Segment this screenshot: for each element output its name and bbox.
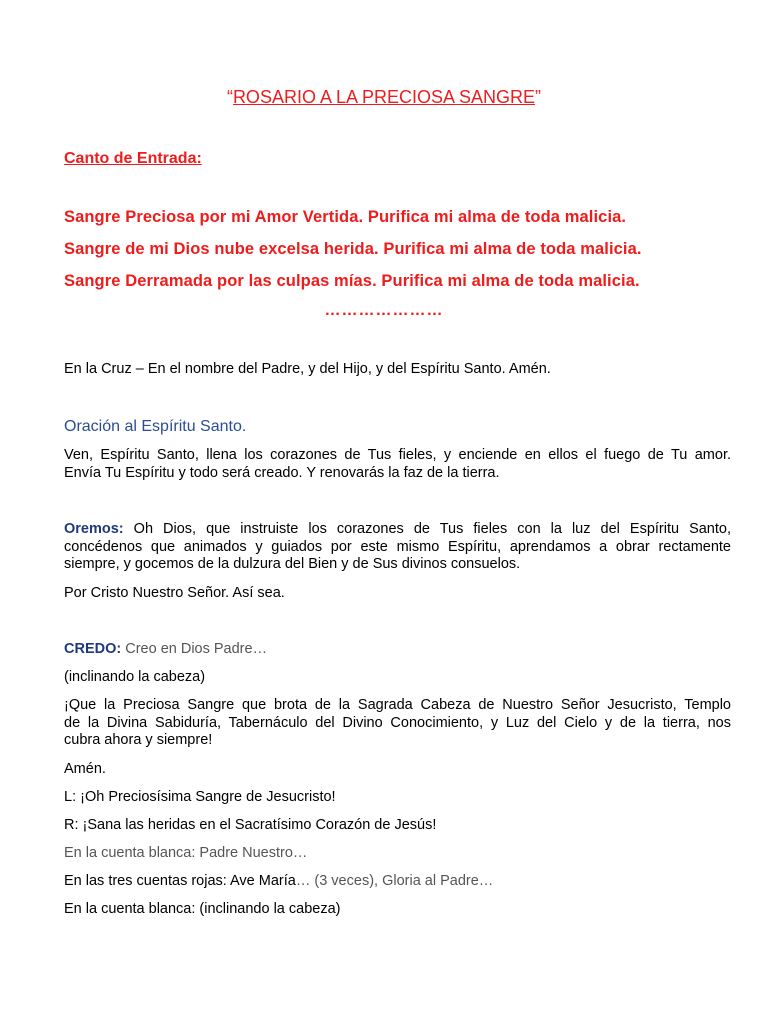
- preciosa-paragraph: [64, 697, 731, 750]
- canto-separator: …………………: [324, 302, 444, 319]
- inclinando-line: (inclinando la cabeza): [64, 669, 206, 685]
- tres-cuentas-line: [64, 872, 493, 890]
- oremos-line-3: siempre, y gocemos de la dulzura del Bien y de Sus divinos consuelos.: [64, 556, 521, 572]
- oremos-line-2: concédenos que animados y guiados por este mismo Espíritu, aprendamos a obrar rectamente: [64, 538, 731, 555]
- canto-verse-2: Sangre de mi Dios nube excelsa herida. Purifica mi alma de toda malicia.: [64, 240, 642, 258]
- cuenta-blanca-line-1: En la cuenta blanca: Padre Nuestro…: [64, 845, 308, 861]
- canto-verse-3: Sangre Derramada por las culpas mías. Purifica mi alma de toda malicia.: [64, 272, 640, 290]
- cuenta-blanca-line-2: En la cuenta blanca: (inclinando la cabeza): [64, 901, 341, 917]
- leader-line: L: ¡Oh Preciosísima Sangre de Jesucristo!: [64, 789, 336, 805]
- oremos-paragraph: [64, 521, 731, 574]
- tres-cuentas-prefix: En las tres cuentas rojas: Ave María: [64, 873, 296, 889]
- preciosa-line-3: cubra ahora y siempre!: [64, 732, 213, 748]
- oremos-label: Oremos:: [64, 521, 124, 537]
- oracion-paragraph: [64, 447, 731, 482]
- canto-verse-1: Sangre Preciosa por mi Amor Vertida. Purifica mi alma de toda malicia.: [64, 208, 627, 226]
- oracion-heading: Oración al Espíritu Santo.: [64, 418, 247, 435]
- oremos-line-1-text: Oh Dios, que instruiste los corazones de Tus fieles con la luz del Espíritu Santo,: [123, 521, 731, 537]
- amen-line: Amén.: [64, 761, 106, 777]
- tres-cuentas-suffix: … (3 veces), Gloria al Padre…: [295, 873, 494, 889]
- cruz-line: En la Cruz – En el nombre del Padre, y del Hijo, y del Espíritu Santo. Amén.: [64, 361, 551, 377]
- canto-heading: Canto de Entrada:: [64, 150, 202, 167]
- page-title: [0, 85, 768, 109]
- response-line: R: ¡Sana las heridas en el Sacratísimo Corazón de Jesús!: [64, 817, 437, 833]
- oracion-line-2: Envía Tu Espíritu y todo será creado. Y renovarás la faz de la tierra.: [64, 464, 500, 481]
- preciosa-line-2: de la Divina Sabiduría, Tabernáculo del Divino Conocimiento, y Luz del Cielo y de la tierra, nos: [64, 714, 731, 731]
- credo-line: [64, 640, 267, 658]
- credo-text: Creo en Dios Padre…: [121, 641, 268, 657]
- oracion-line-1: Ven, Espíritu Santo, llena los corazones de Tus fieles, y enciende en ellos el fuego de Tu amor.: [64, 447, 731, 463]
- credo-label: CREDO:: [64, 641, 122, 657]
- preciosa-line-1: ¡Que la Preciosa Sangre que brota de la Sagrada Cabeza de Nuestro Señor Jesucristo, Templo: [64, 697, 731, 713]
- title-close-quote: ”: [535, 87, 542, 107]
- title-open-quote: “: [226, 87, 233, 107]
- oremos-line-1: [64, 521, 731, 539]
- title-text: ROSARIO A LA PRECIOSA SANGRE: [232, 87, 536, 107]
- oremos-closing: Por Cristo Nuestro Señor. Así sea.: [64, 585, 285, 601]
